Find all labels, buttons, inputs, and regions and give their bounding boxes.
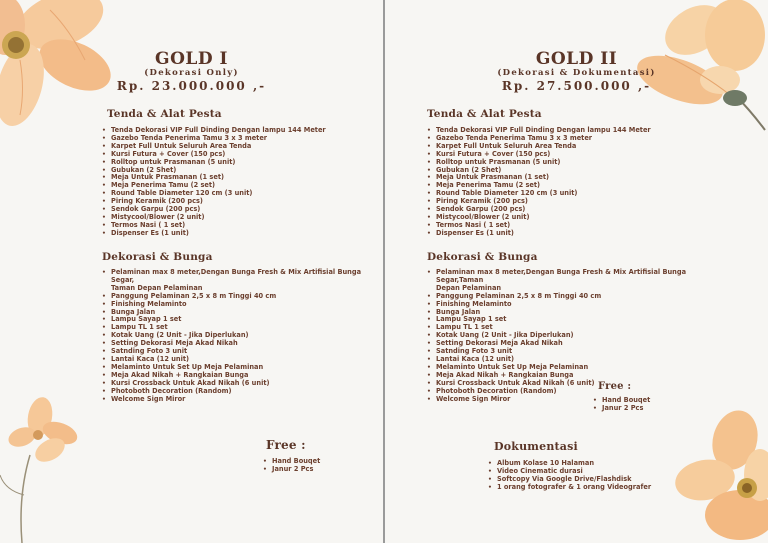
list-item: • Setting Dekorasi Meja Akad Nikah <box>427 340 727 348</box>
list-item: • Lampu TL 1 set <box>427 324 727 332</box>
list-item: • Kursi Futura + Cover (150 pcs) <box>427 151 697 159</box>
page-gold-1 <box>0 0 383 543</box>
list-item: • Meja Akad Nikah + Rangkaian Bunga <box>427 372 727 380</box>
list-item: • Gubukan (2 Shet) <box>427 167 697 175</box>
dekorasi-list <box>427 269 727 403</box>
list-item: • Rolltop untuk Prasmanan (5 unit) <box>102 159 372 167</box>
list-item: • Welcome Sign Miror <box>427 396 727 404</box>
list-item: • Sendok Garpu (200 pcs) <box>427 206 697 214</box>
list-item: • Kursi Futura + Cover (150 pcs) <box>102 151 372 159</box>
list-item: • Meja Penerima Tamu (2 set) <box>102 182 372 190</box>
list-item: • Dispenser Es (1 unit) <box>102 230 372 238</box>
list-item: • Satnding Foto 3 unit <box>427 348 727 356</box>
list-item: • Tenda Dekorasi VIP Full Dinding Dengan lampu 144 Meter <box>427 127 697 135</box>
list-item: • Lantai Kaca (12 unit) <box>102 356 377 364</box>
package-title: GOLD I <box>155 49 228 69</box>
list-item: • Hand Bouqet <box>263 458 363 466</box>
list-item: • Gubukan (2 Shet) <box>102 167 372 175</box>
list-item: • Gazebo Tenda Penerima Tamu 3 x 3 meter <box>102 135 372 143</box>
list-item: • Gazebo Tenda Penerima Tamu 3 x 3 meter <box>427 135 697 143</box>
list-item: • Panggung Pelaminan 2,5 x 8 m Tinggi 40 cm <box>102 293 377 301</box>
list-item: • Mistycool/Blower (2 unit) <box>427 214 697 222</box>
dekorasi-heading: Dekorasi & Bunga <box>102 251 213 263</box>
list-item: • Piring Keramik (200 pcs) <box>102 198 372 206</box>
list-item: • Lampu Sayap 1 set <box>102 316 377 324</box>
list-item: • Softcopy Via Google Drive/Flashdisk <box>488 476 688 484</box>
list-item: • Photoboth Decoration (Random) <box>102 388 377 396</box>
list-item: • Termos Nasi ( 1 set) <box>102 222 372 230</box>
list-item: • Album Kolase 10 Halaman <box>488 460 688 468</box>
list-item: • Dispenser Es (1 unit) <box>427 230 697 238</box>
flower-decoration-bottom-left <box>0 395 90 543</box>
package-subtitle: (Dekorasi Only) <box>144 68 239 78</box>
list-item: • Rolltop untuk Prasmanan (5 unit) <box>427 159 697 167</box>
list-item: • Janur 2 Pcs <box>263 466 363 474</box>
list-item: • Karpet Full Untuk Seluruh Area Tenda <box>427 143 697 151</box>
list-item: • Lampu TL 1 set <box>102 324 377 332</box>
list-item: • Bunga Jalan <box>427 309 727 317</box>
free-list <box>263 458 363 474</box>
dekorasi-list <box>102 269 377 403</box>
list-item: • Finishing Melaminto <box>427 301 727 309</box>
list-item: • Meja Akad Nikah + Rangkaian Bunga <box>102 372 377 380</box>
list-item: • Piring Keramik (200 pcs) <box>427 198 697 206</box>
tenda-heading: Tenda & Alat Pesta <box>427 108 542 120</box>
tenda-heading: Tenda & Alat Pesta <box>107 108 222 120</box>
list-item: • Lantai Kaca (12 unit) <box>427 356 727 364</box>
list-item: • Setting Dekorasi Meja Akad Nikah <box>102 340 377 348</box>
list-item: • Hand Bouqet <box>593 397 693 405</box>
package-price: Rp. 27.500.000 ,- <box>501 79 652 93</box>
list-item: • Lampu Sayap 1 set <box>427 316 727 324</box>
free-heading: Free : <box>266 438 306 452</box>
list-item: • Meja Untuk Prasmanan (1 set) <box>427 174 697 182</box>
list-item: • 1 orang fotografer & 1 orang Videografer <box>488 484 688 492</box>
list-item: • Meja Untuk Prasmanan (1 set) <box>102 174 372 182</box>
list-item: • Round Table Diameter 120 cm (3 unit) <box>427 190 697 198</box>
list-item: • Melaminto Untuk Set Up Meja Pelaminan <box>427 364 727 372</box>
list-item: • Pelaminan max 8 meter,Dengan Bunga Fresh & Mix Artifisial Bunga Segar,Taman <box>427 269 727 285</box>
list-item: • Bunga Jalan <box>102 309 377 317</box>
list-item: • Meja Penerima Tamu (2 set) <box>427 182 697 190</box>
dokumentasi-list <box>488 460 688 492</box>
list-item: • Round Table Diameter 120 cm (3 unit) <box>102 190 372 198</box>
list-item: • Kursi Crossback Untuk Akad Nikah (6 unit) <box>102 380 377 388</box>
dekorasi-heading: Dekorasi & Bunga <box>427 251 538 263</box>
free-heading: Free : <box>598 381 632 392</box>
list-item: • Kursi Crossback Untuk Akad Nikah (6 unit) <box>427 380 727 388</box>
list-item: • Melaminto Untuk Set Up Meja Pelaminan <box>102 364 377 372</box>
free-list <box>593 397 693 413</box>
list-item: • Photoboth Decoration (Random) <box>427 388 727 396</box>
page-gold-2 <box>385 0 768 543</box>
list-item: • Welcome Sign Miror <box>102 396 377 404</box>
list-item: • Satnding Foto 3 unit <box>102 348 377 356</box>
list-item: • Janur 2 Pcs <box>593 405 693 413</box>
list-item: • Karpet Full Untuk Seluruh Area Tenda <box>102 143 372 151</box>
dokumentasi-heading: Dokumentasi <box>494 440 578 453</box>
list-item: • Mistycool/Blower (2 unit) <box>102 214 372 222</box>
list-item: • Video Cinematic durasi <box>488 468 688 476</box>
list-item: • Panggung Pelaminan 2,5 x 8 m Tinggi 40 cm <box>427 293 727 301</box>
list-item: • Sendok Garpu (200 pcs) <box>102 206 372 214</box>
list-item: Taman Depan Pelaminan <box>111 283 203 292</box>
package-price: Rp. 23.000.000 ,- <box>116 79 267 93</box>
list-item: • Finishing Melaminto <box>102 301 377 309</box>
package-subtitle: (Dekorasi & Dokumentasi) <box>497 68 656 78</box>
flower-decoration-bottom-right <box>675 410 768 543</box>
list-item: • Termos Nasi ( 1 set) <box>427 222 697 230</box>
tenda-list <box>427 127 697 238</box>
list-item: • Kotak Uang (2 Unit - Jika Diperlukan) <box>427 332 727 340</box>
package-title: GOLD II <box>535 49 618 69</box>
list-item: • Kotak Uang (2 Unit - Jika Diperlukan) <box>102 332 377 340</box>
tenda-list <box>102 127 372 238</box>
list-item: • Pelaminan max 8 meter,Dengan Bunga Fresh & Mix Artifisial Bunga Segar, <box>102 269 377 285</box>
list-item: • Tenda Dekorasi VIP Full Dinding Dengan lampu 144 Meter <box>102 127 372 135</box>
list-item: Depan Pelaminan <box>436 283 502 292</box>
